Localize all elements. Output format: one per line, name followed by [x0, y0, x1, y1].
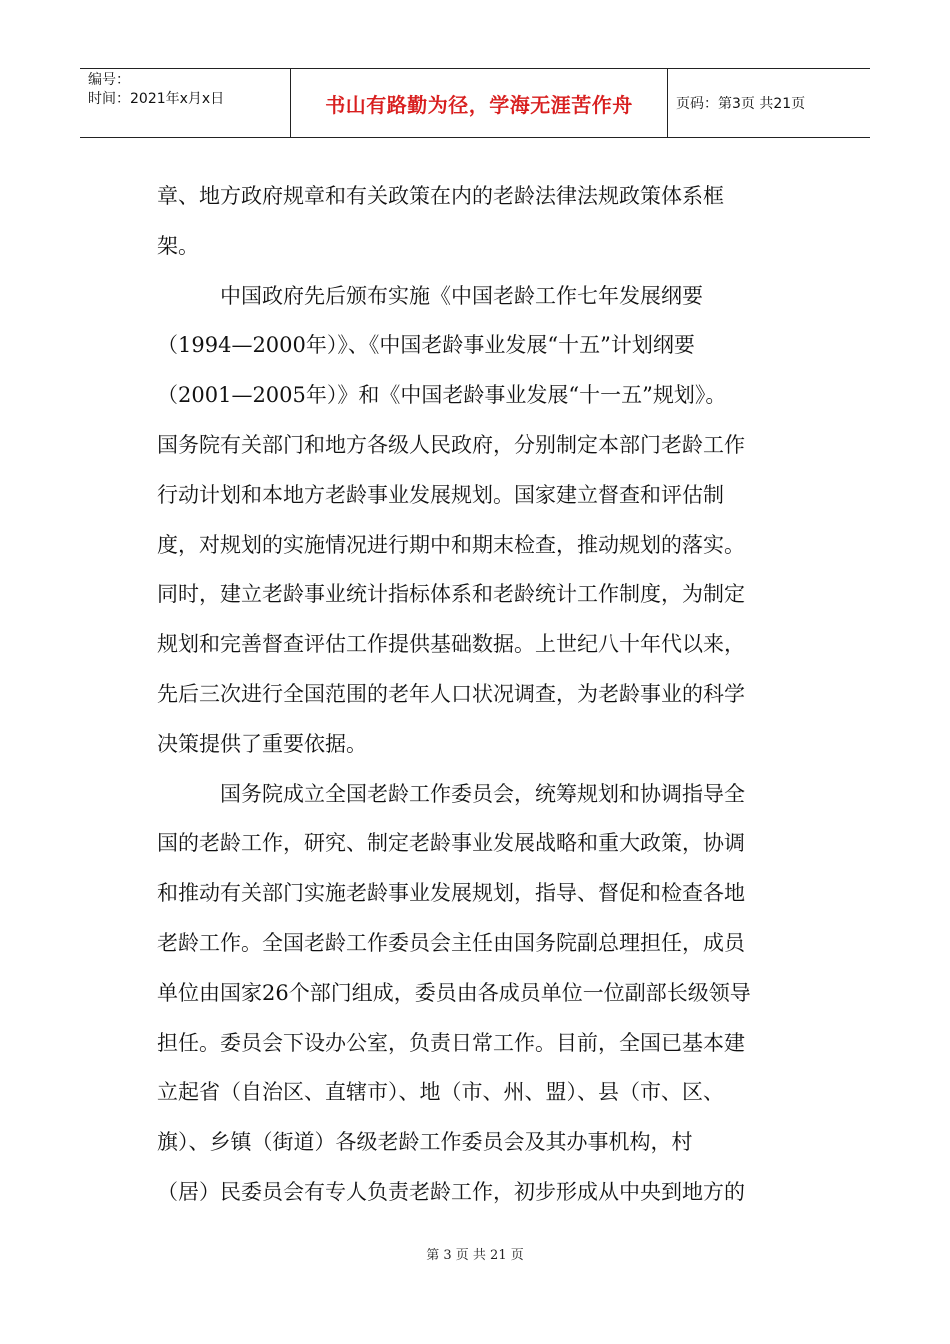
body-line: 国务院有关部门和地方各级人民政府，分别制定本部门老龄工作 [157, 432, 745, 457]
body-line: （1994—2000年）》、《中国老龄事业发展“十五”计划纲要 [157, 333, 695, 358]
body-line: 规划和完善督查评估工作提供基础数据。上世纪八十年代以来， [157, 632, 745, 657]
document-number-label: 编号： [88, 72, 130, 88]
body-line: 行动计划和本地方老龄事业发展规划。国家建立督查和评估制 [157, 482, 724, 507]
body-line: （居）民委员会有专人负责老龄工作，初步形成从中央到地方的 [157, 1179, 745, 1204]
body-line: 架。 [157, 233, 199, 258]
header-meta [80, 69, 291, 137]
body-line: 担任。委员会下设办公室，负责日常工作。目前，全国已基本建 [157, 1030, 745, 1055]
body-line: 国的老龄工作，研究、制定老龄事业发展战略和重大政策，协调 [157, 831, 745, 856]
body-line: 旗）、乡镇（街道）各级老龄工作委员会及其办事机构，村 [157, 1130, 693, 1155]
header-page-number: 页码：第3页 共21页 [676, 96, 806, 112]
body-line: 章、地方政府规章和有关政策在内的老龄法律法规政策体系框 [157, 184, 724, 208]
body-line: 老龄工作。全国老龄工作委员会主任由国务院副总理担任，成员 [157, 930, 745, 955]
document-body [157, 172, 797, 1218]
page-header [80, 68, 870, 138]
header-motto: 书山有路勤为径，学海无涯苦作舟 [291, 69, 668, 137]
body-line: 单位由国家26个部门组成，委员由各成员单位一位副部长级领导 [157, 980, 751, 1005]
body-line: （2001—2005年）》和《中国老龄事业发展“十一五”规划》。 [157, 383, 727, 408]
body-line: 先后三次进行全国范围的老年人口状况调查，为老龄事业的科学 [157, 681, 745, 706]
body-line: 度，对规划的实施情况进行期中和期末检查，推动规划的落实。 [157, 532, 745, 557]
page-footer: 第 3 页 共 21 页 [426, 1248, 524, 1263]
body-line: 国务院成立全国老龄工作委员会，统筹规划和协调指导全 [157, 781, 745, 806]
body-line: 和推动有关部门实施老龄事业发展规划，指导、督促和检查各地 [157, 881, 745, 906]
document-time-label: 时间：2021年x月x日 [88, 91, 225, 107]
body-line: 决策提供了重要依据。 [157, 731, 367, 756]
body-line: 立起省（自治区、直辖市）、地（市、州、盟）、县（市、区、 [157, 1080, 724, 1105]
body-line: 中国政府先后颁布实施《中国老龄工作七年发展纲要 [157, 283, 703, 308]
body-line: 同时，建立老龄事业统计指标体系和老龄统计工作制度，为制定 [157, 582, 745, 607]
